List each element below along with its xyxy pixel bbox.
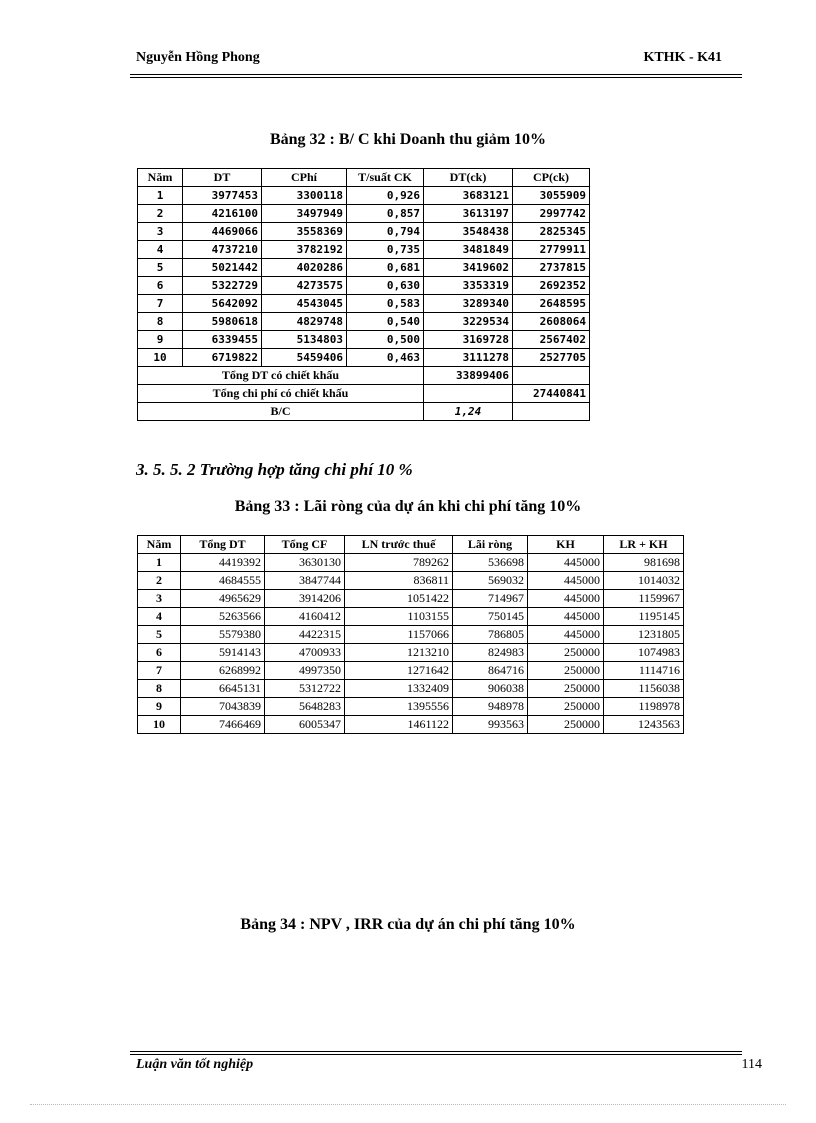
- year-cell: 8: [138, 313, 183, 331]
- value-cell: 1332409: [345, 680, 453, 698]
- value-cell: 3419602: [424, 259, 513, 277]
- value-cell: 1271642: [345, 662, 453, 680]
- value-cell: 1213210: [345, 644, 453, 662]
- value-cell: 750145: [453, 608, 528, 626]
- value-cell: 5980618: [183, 313, 262, 331]
- value-cell: 4216100: [183, 205, 262, 223]
- table33-col-header: Tổng DT: [181, 536, 265, 554]
- value-cell: 536698: [453, 554, 528, 572]
- value-cell: 3111278: [424, 349, 513, 367]
- value-cell: 4997350: [265, 662, 345, 680]
- value-cell: 3055909: [513, 187, 590, 205]
- value-cell: 250000: [528, 644, 604, 662]
- value-cell: 445000: [528, 626, 604, 644]
- value-cell: 3630130: [265, 554, 345, 572]
- value-cell: 250000: [528, 716, 604, 734]
- value-cell: 948978: [453, 698, 528, 716]
- table32-bc-row: [138, 403, 590, 421]
- value-cell: 1051422: [345, 590, 453, 608]
- value-cell: 3782192: [262, 241, 347, 259]
- year-cell: 10: [138, 716, 181, 734]
- table32-caption: Bảng 32 : B/ C khi Doanh thu giảm 10%: [269, 131, 547, 148]
- value-cell: 3289340: [424, 295, 513, 313]
- value-cell: 0,630: [347, 277, 424, 295]
- total-cp-label: Tổng chi phí có chiết khấu: [138, 385, 424, 403]
- value-cell: 4737210: [183, 241, 262, 259]
- value-cell: 5648283: [265, 698, 345, 716]
- total-cp-value: 27440841: [513, 385, 590, 403]
- total-dt-empty: [513, 367, 590, 385]
- value-cell: 1159967: [604, 590, 684, 608]
- value-cell: 250000: [528, 698, 604, 716]
- value-cell: 4020286: [262, 259, 347, 277]
- table-row: [138, 259, 590, 277]
- page-bottom-dots: [30, 1104, 786, 1105]
- value-cell: 1014032: [604, 572, 684, 590]
- table-row: [138, 241, 590, 259]
- table32-total-cp-row: [138, 385, 590, 403]
- value-cell: 3977453: [183, 187, 262, 205]
- value-cell: 4160412: [265, 608, 345, 626]
- value-cell: 5579380: [181, 626, 265, 644]
- table32-col-header: DT(ck): [424, 169, 513, 187]
- table-row: [138, 626, 684, 644]
- total-dt-value: 33899406: [424, 367, 513, 385]
- value-cell: 1231805: [604, 626, 684, 644]
- value-cell: 6719822: [183, 349, 262, 367]
- value-cell: 5642092: [183, 295, 262, 313]
- table34-caption: Bảng 34 : NPV , IRR của dự án chi phí tăng 10%: [240, 916, 576, 933]
- bc-value: 1,24: [424, 403, 513, 421]
- value-cell: 824983: [453, 644, 528, 662]
- value-cell: 569032: [453, 572, 528, 590]
- table-row: [138, 349, 590, 367]
- year-cell: 5: [138, 259, 183, 277]
- table32-col-header: T/suất CK: [347, 169, 424, 187]
- year-cell: 4: [138, 608, 181, 626]
- value-cell: 445000: [528, 554, 604, 572]
- value-cell: 3548438: [424, 223, 513, 241]
- value-cell: 2692352: [513, 277, 590, 295]
- value-cell: 714967: [453, 590, 528, 608]
- value-cell: 5134803: [262, 331, 347, 349]
- value-cell: 789262: [345, 554, 453, 572]
- table-row: [138, 223, 590, 241]
- value-cell: 5312722: [265, 680, 345, 698]
- value-cell: 5322729: [183, 277, 262, 295]
- value-cell: 2825345: [513, 223, 590, 241]
- value-cell: 4419392: [181, 554, 265, 572]
- year-cell: 2: [138, 572, 181, 590]
- value-cell: 3497949: [262, 205, 347, 223]
- table-row: [138, 608, 684, 626]
- table-row: [138, 313, 590, 331]
- value-cell: 7043839: [181, 698, 265, 716]
- value-cell: 1074983: [604, 644, 684, 662]
- table-row: [138, 277, 590, 295]
- value-cell: 3613197: [424, 205, 513, 223]
- table32-col-header: CP(ck): [513, 169, 590, 187]
- year-cell: 8: [138, 680, 181, 698]
- year-cell: 3: [138, 223, 183, 241]
- value-cell: 2648595: [513, 295, 590, 313]
- year-cell: 4: [138, 241, 183, 259]
- year-cell: 6: [138, 644, 181, 662]
- value-cell: 5459406: [262, 349, 347, 367]
- value-cell: 0,735: [347, 241, 424, 259]
- value-cell: 0,463: [347, 349, 424, 367]
- table33-col-header: Lãi ròng: [453, 536, 528, 554]
- footer-label: Luận văn tốt nghiệp: [136, 1057, 254, 1072]
- value-cell: 1156038: [604, 680, 684, 698]
- table-row: [138, 187, 590, 205]
- value-cell: 5914143: [181, 644, 265, 662]
- year-cell: 10: [138, 349, 183, 367]
- value-cell: 3229534: [424, 313, 513, 331]
- value-cell: 3353319: [424, 277, 513, 295]
- table33-col-header: Tổng CF: [265, 536, 345, 554]
- table-row: [138, 572, 684, 590]
- value-cell: 3481849: [424, 241, 513, 259]
- value-cell: 1157066: [345, 626, 453, 644]
- value-cell: 4829748: [262, 313, 347, 331]
- value-cell: 445000: [528, 572, 604, 590]
- value-cell: 2527705: [513, 349, 590, 367]
- value-cell: 4273575: [262, 277, 347, 295]
- value-cell: 1103155: [345, 608, 453, 626]
- table-row: [138, 205, 590, 223]
- value-cell: 1114716: [604, 662, 684, 680]
- year-cell: 7: [138, 662, 181, 680]
- value-cell: 6268992: [181, 662, 265, 680]
- table33-col-header: LR + KH: [604, 536, 684, 554]
- total-dt-label: Tổng DT có chiết khấu: [138, 367, 424, 385]
- header-author: Nguyễn Hồng Phong: [136, 50, 260, 65]
- table32-col-header: DT: [183, 169, 262, 187]
- value-cell: 4684555: [181, 572, 265, 590]
- table-row: [138, 698, 684, 716]
- table-row: [138, 295, 590, 313]
- year-cell: 1: [138, 554, 181, 572]
- value-cell: 1198978: [604, 698, 684, 716]
- value-cell: 4543045: [262, 295, 347, 313]
- value-cell: 3847744: [265, 572, 345, 590]
- value-cell: 445000: [528, 590, 604, 608]
- value-cell: 6339455: [183, 331, 262, 349]
- table33-col-header: LN trước thuế: [345, 536, 453, 554]
- table32-body: [138, 187, 590, 367]
- year-cell: 2: [138, 205, 183, 223]
- value-cell: 445000: [528, 608, 604, 626]
- value-cell: 2608064: [513, 313, 590, 331]
- bc-empty: [513, 403, 590, 421]
- bc-label: B/C: [138, 403, 424, 421]
- value-cell: 0,926: [347, 187, 424, 205]
- table32-header-row: [138, 169, 590, 187]
- table33-col-header: Năm: [138, 536, 181, 554]
- value-cell: 0,794: [347, 223, 424, 241]
- value-cell: 2737815: [513, 259, 590, 277]
- table33-header-row: [138, 536, 684, 554]
- value-cell: 4965629: [181, 590, 265, 608]
- year-cell: 1: [138, 187, 183, 205]
- table32-col-header: CPhí: [262, 169, 347, 187]
- value-cell: 0,540: [347, 313, 424, 331]
- table-33: [137, 535, 684, 734]
- total-cp-empty: [424, 385, 513, 403]
- header-code: KTHK - K41: [643, 50, 722, 65]
- value-cell: 1243563: [604, 716, 684, 734]
- value-cell: 250000: [528, 662, 604, 680]
- value-cell: 981698: [604, 554, 684, 572]
- value-cell: 6645131: [181, 680, 265, 698]
- year-cell: 6: [138, 277, 183, 295]
- table33-col-header: KH: [528, 536, 604, 554]
- value-cell: 4422315: [265, 626, 345, 644]
- footer-rule: [130, 1051, 742, 1055]
- table-row: [138, 680, 684, 698]
- table33-caption: Bảng 33 : Lãi ròng của dự án khi chi phí tăng 10%: [234, 498, 582, 515]
- value-cell: 1461122: [345, 716, 453, 734]
- table-row: [138, 590, 684, 608]
- year-cell: 9: [138, 698, 181, 716]
- value-cell: 864716: [453, 662, 528, 680]
- section-title: 3. 5. 5. 2 Trường hợp tăng chi phí 10 %: [136, 460, 413, 479]
- value-cell: 2567402: [513, 331, 590, 349]
- table33-body: [138, 554, 684, 734]
- value-cell: 4700933: [265, 644, 345, 662]
- value-cell: 3300118: [262, 187, 347, 205]
- table-row: [138, 331, 590, 349]
- year-cell: 3: [138, 590, 181, 608]
- value-cell: 0,681: [347, 259, 424, 277]
- header-rule: [130, 74, 742, 78]
- table-32: [137, 168, 590, 421]
- value-cell: 1195145: [604, 608, 684, 626]
- table-row: [138, 554, 684, 572]
- value-cell: 1395556: [345, 698, 453, 716]
- value-cell: 2997742: [513, 205, 590, 223]
- value-cell: 2779911: [513, 241, 590, 259]
- value-cell: 250000: [528, 680, 604, 698]
- year-cell: 9: [138, 331, 183, 349]
- value-cell: 3914206: [265, 590, 345, 608]
- table-row: [138, 716, 684, 734]
- value-cell: 5263566: [181, 608, 265, 626]
- value-cell: 993563: [453, 716, 528, 734]
- table32-total-dt-row: [138, 367, 590, 385]
- value-cell: 836811: [345, 572, 453, 590]
- table-row: [138, 662, 684, 680]
- value-cell: 3558369: [262, 223, 347, 241]
- value-cell: 5021442: [183, 259, 262, 277]
- table32-col-header: Năm: [138, 169, 183, 187]
- value-cell: 906038: [453, 680, 528, 698]
- value-cell: 7466469: [181, 716, 265, 734]
- page-number: 114: [741, 1057, 762, 1072]
- value-cell: 0,857: [347, 205, 424, 223]
- value-cell: 786805: [453, 626, 528, 644]
- value-cell: 3169728: [424, 331, 513, 349]
- year-cell: 7: [138, 295, 183, 313]
- value-cell: 0,583: [347, 295, 424, 313]
- value-cell: 4469066: [183, 223, 262, 241]
- year-cell: 5: [138, 626, 181, 644]
- value-cell: 0,500: [347, 331, 424, 349]
- value-cell: 6005347: [265, 716, 345, 734]
- table-row: [138, 644, 684, 662]
- value-cell: 3683121: [424, 187, 513, 205]
